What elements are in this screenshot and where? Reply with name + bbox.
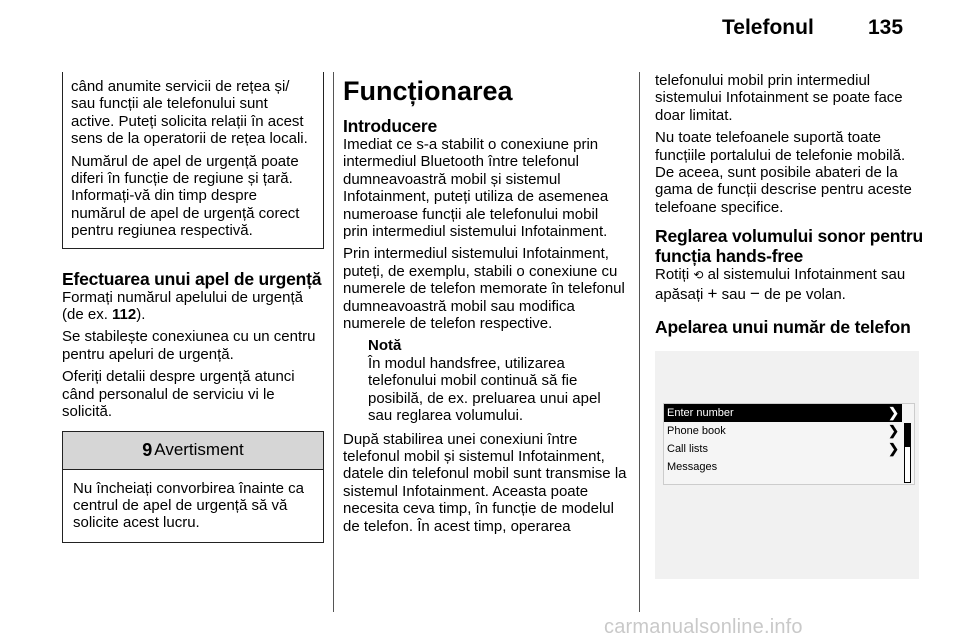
info-box-continued — [62, 72, 324, 249]
warning-icon: 9 — [142, 439, 153, 460]
paragraph: După stabilirea unei conexiuni între telefonul mobil și sistemul Infotainment, datele din telefonul mobil sunt transmise la sistemul Infotainment. Aceasta poate necesita ceva timp, în funcție de modelul de telefon. În acest timp, operarea — [343, 430, 627, 535]
menu-item-phone-book[interactable]: Phone book ❯ — [667, 423, 899, 439]
box-paragraph: când anumite servicii de rețea și/ sau funcții ale telefonului sunt active. Puteți solicita relații în acest sens de la operatorii de rețea locali. — [71, 78, 308, 148]
watermark: carmanualsonline.info — [604, 616, 803, 638]
menu-scrollbar[interactable] — [904, 423, 911, 483]
note-block — [343, 337, 627, 424]
page-reference[interactable]: 112 — [112, 306, 137, 324]
column-1 — [62, 72, 324, 543]
paragraph: telefonului mobil prin intermediul sistemului Infotainment se poate face doar limitat. — [655, 72, 903, 124]
warning-box — [62, 431, 324, 543]
phone-menu-screen — [663, 403, 915, 485]
running-title: Telefonul — [722, 16, 814, 39]
note-title: Notă — [368, 337, 402, 355]
column-2 — [343, 72, 627, 540]
section-heading: Introducere — [343, 116, 438, 136]
plus-icon: + — [707, 283, 718, 303]
section-heading: Efectuarea unui apel de urgență — [62, 268, 322, 289]
column-divider — [639, 72, 640, 612]
paragraph: Formați numărul apelului de urgență (de ex. 112). — [62, 288, 303, 324]
warning-text: Nu încheiați convorbirea înainte ca centrul de apel de urgență să vă solicite acest lucru. — [73, 479, 304, 532]
display-illustration — [655, 351, 919, 579]
warning-header — [63, 432, 323, 470]
warning-title: Avertisment — [154, 440, 244, 459]
note-text: În modul handsfree, utilizarea telefonului mobil continuă să fie posibilă, de ex. preluarea unui apel sau reglarea volumului. — [368, 354, 601, 425]
column-divider — [333, 72, 334, 612]
menu-item-enter-number[interactable]: Enter number ❯ — [664, 404, 902, 422]
chevron-right-icon: ❯ — [888, 423, 899, 439]
menu-item-messages[interactable]: Messages — [667, 461, 718, 474]
paragraph: Nu toate telefoanele suportă toate funcțiile portalului de telefonie mobilă. De aceea, sunt posibile abateri de la gama de funcții descrise pentru aceste telefoane specifice. — [655, 129, 912, 216]
paragraph: Prin intermediul sistemului Infotainment, puteți, de exemplu, stabili o conexiune cu numerele de telefon memorate în telefonul dumneavoastră mobil sau modifica numerele de telefon respective. — [343, 245, 625, 333]
chevron-right-icon: ❯ — [888, 405, 899, 421]
box-paragraph: Numărul de apel de urgență poate diferi în funcție de regiune și țară. Informați-vă din timp despre numărul de apel de urgență corect pentru regiunea respectivă. — [71, 152, 300, 240]
warning-body — [63, 470, 323, 542]
paragraph: Se stabilește conexiunea cu un centru pentru apeluri de urgență. — [62, 328, 316, 363]
column-3 — [655, 72, 923, 579]
minus-icon: − — [750, 283, 760, 303]
section-heading: Apelarea unui număr de telefon — [655, 317, 911, 338]
scrollbar-thumb[interactable] — [905, 424, 910, 447]
paragraph: Imediat ce s-a stabilit o conexiune prin intermediul Bluetooth între telefonul dumneavoastră mobil și sistemul Infotainment, puteți utiliza de asemenea numeroase funcții ale telefonului mobil prin intermediul sistemului Infotainment. — [343, 136, 609, 241]
paragraph: Oferiți detalii despre urgență atunci când personalul de serviciu vi le solicită. — [62, 368, 295, 421]
menu-item-call-lists[interactable]: Call lists ❯ — [667, 441, 899, 457]
chevron-right-icon: ❯ — [888, 441, 899, 457]
volume-knob-icon: ⟲ — [693, 268, 704, 283]
page-title: Funcționarea — [343, 76, 513, 106]
page-number: 135 — [868, 16, 904, 39]
paragraph: Rotiți ⟲ al sistemului Infotainment sau apăsați + sau − de pe volan. — [655, 266, 906, 303]
section-heading: Reglarea volumului sonor pentru funcția hands-free — [655, 226, 924, 267]
